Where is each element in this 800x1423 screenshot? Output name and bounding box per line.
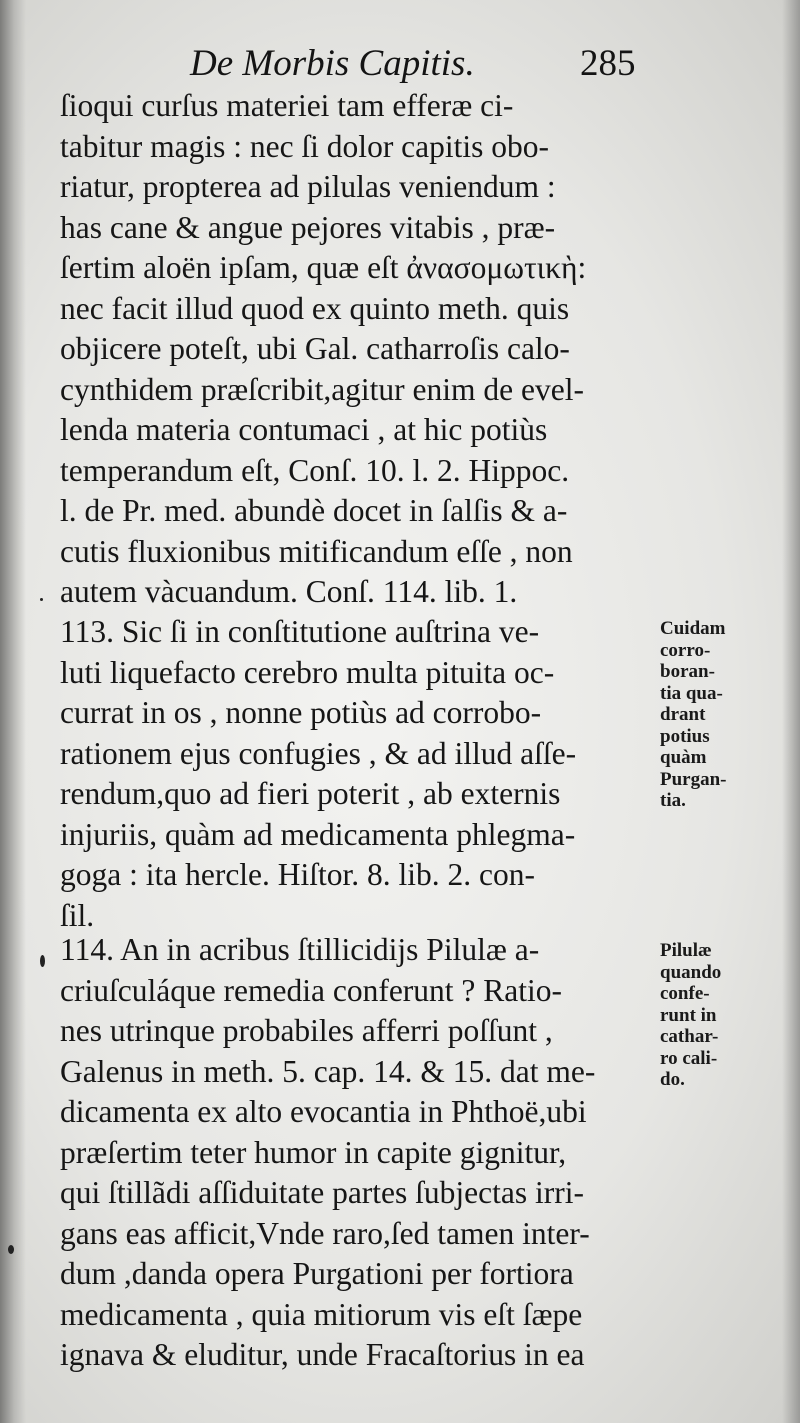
margin-note-line: boran-: [660, 661, 715, 682]
text-line: rendum,quo ad fieri poterit , ab externis: [60, 776, 561, 811]
text-line: 114. An in acribus ſtillicidijs Pilulæ a-: [60, 932, 540, 967]
margin-note-line: quando: [660, 961, 722, 983]
margin-note-line: Pilulæ: [660, 940, 712, 961]
text-line: has cane & angue pejores vitabis , præ-: [60, 209, 556, 245]
margin-note-113: [660, 618, 727, 812]
text-line: dicamenta ex alto evocantia in Phthoë,ubi: [60, 1094, 587, 1129]
margin-note-line: runt in: [660, 1004, 717, 1026]
text-line: rationem ejus confugies , & ad illud aſſe-: [60, 735, 577, 771]
text-line: luti liquefacto cerebro multa pituita oc-: [60, 654, 555, 690]
text-line: goga : ita hercle. Hiſtor. 8. lib. 2. con-: [60, 857, 536, 892]
text-line: autem vàcuandum. Conſ. 114. lib. 1.: [60, 574, 518, 609]
text-line: temperandum eſt, Conſ. 10. l. 2. Hippoc.: [60, 452, 570, 488]
text-line: medicamenta , quia mitiorum vis eſt ſæpe: [60, 1296, 583, 1332]
text-line: currat in os , nonne potiùs ad corrobo-: [60, 695, 542, 730]
margin-note-line: potius: [660, 725, 710, 747]
paragraph-114: [60, 930, 660, 1376]
text-line: riatur, propterea ad pilulas veniendum :: [60, 169, 556, 204]
text-line: tabitur magis : nec ſi dolor capitis obo-: [60, 128, 550, 164]
margin-note-line: cathar-: [660, 1026, 719, 1047]
running-title: De Morbis Capitis.: [190, 43, 475, 84]
page-gutter-shadow: [0, 0, 26, 1423]
ink-speck: [40, 955, 45, 967]
margin-note-line: corro-: [660, 639, 711, 661]
text-line: nec facit illud quod ex quinto meth. quis: [60, 290, 570, 326]
text-line: gans eas afficit,Vnde raro,ſed tamen inter-: [60, 1215, 590, 1251]
margin-note-line: Cuidam: [660, 618, 726, 639]
paragraph-112-continuation: [60, 86, 660, 613]
margin-note-line: tia.: [660, 790, 686, 811]
page-number: 285: [580, 43, 636, 84]
text-line: 113. Sic ſi in conſtitutione auſtrina ve-: [60, 614, 540, 649]
ink-speck: [40, 598, 43, 601]
text-line: præſertim teter humor in capite gignitur,: [60, 1134, 567, 1170]
text-line: criuſculáque remedia conferunt ? Ratio-: [60, 972, 563, 1008]
text-line: cutis fluxionibus mitificandum eſſe , non: [60, 533, 573, 569]
margin-note-line: drant: [660, 704, 706, 725]
margin-note-114: [660, 940, 721, 1091]
text-line: l. de Pr. med. abundè docet in ſalſis & a-: [60, 493, 568, 528]
text-line: ſil.: [60, 897, 95, 933]
text-line: lenda materia contumaci , at hic potiùs: [60, 412, 548, 447]
margin-note-line: ro cali-: [660, 1047, 718, 1069]
margin-note-line: confe-: [660, 983, 710, 1004]
text-line: Galenus in meth. 5. cap. 14. & 15. dat me-: [60, 1053, 596, 1089]
text-line: nes utrinque probabiles afferri poſſunt ,: [60, 1013, 553, 1048]
text-line: ſioqui curſus materiei tam efferæ ci-: [60, 88, 514, 123]
text-line: ignava & eluditur, unde Fracaſtorius in ea: [60, 1337, 585, 1372]
margin-note-line: tia qua-: [660, 682, 723, 704]
margin-note-line: do.: [660, 1069, 685, 1090]
text-line: objicere poteſt, ubi Gal. catharroſis calo-: [60, 331, 570, 366]
margin-note-line: quàm: [660, 747, 707, 768]
page-edge-shadow: [782, 0, 800, 1423]
text-line: dum ,danda opera Purgationi per fortiora: [60, 1256, 574, 1291]
text-line: qui ſtillãdi aſſiduitate partes ſubjectas irri-: [60, 1175, 584, 1210]
margin-note-line: Purgan-: [660, 768, 727, 790]
paragraph-113: [60, 612, 660, 936]
text-line: injuriis, quàm ad medicamenta phlegma-: [60, 816, 576, 852]
ink-speck: [8, 1245, 14, 1254]
text-line: cynthidem præſcribit,agitur enim de evel-: [60, 371, 584, 407]
text-line: ſertim aloën ipſam, quæ eſt ἀνασομωτικὴ:: [60, 250, 587, 285]
